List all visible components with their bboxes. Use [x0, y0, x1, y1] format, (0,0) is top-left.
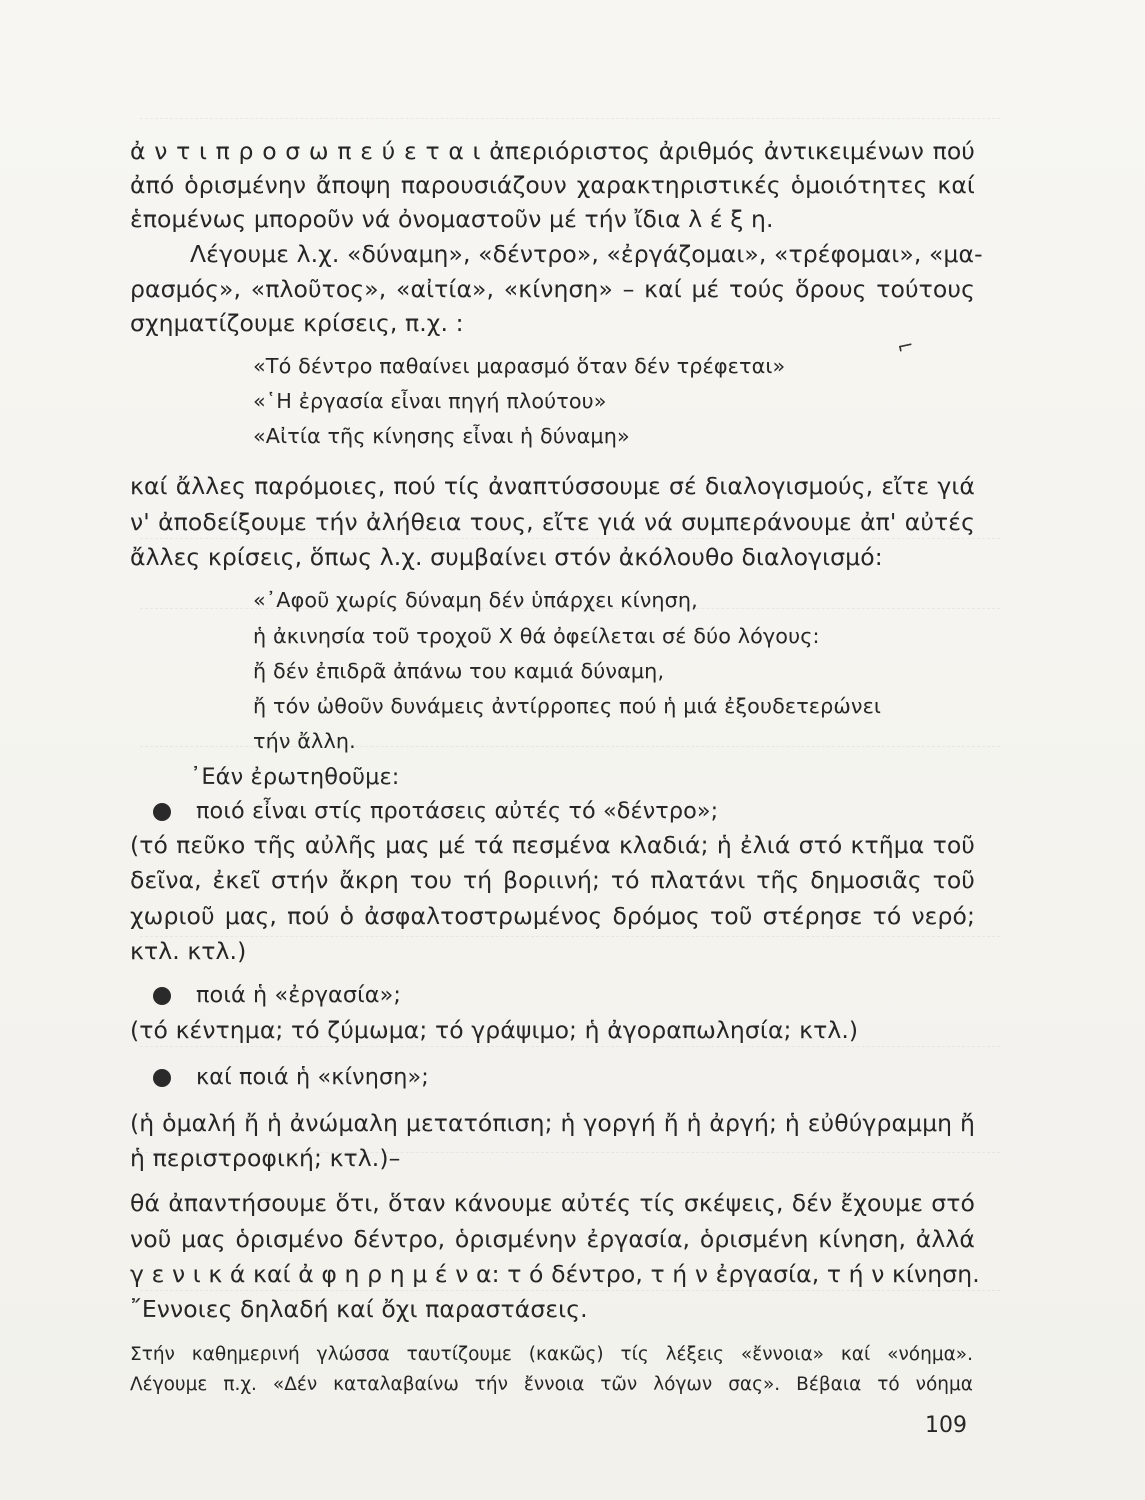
text-line: κτλ. κτλ.)	[130, 937, 247, 965]
quote-line: ἤ τόν ὠθοῦν δυνάμεις ἀντίρροπες πού ἡ μιά ἐξουδετερώνει	[253, 694, 882, 718]
bleed-through-line	[140, 1046, 1000, 1061]
footnote-line: Στήν καθημερινή γλώσσα ταυτίζουμε (κακῶς) τίς λέξεις «ἔννοια» καί «νόημα».	[130, 1344, 973, 1365]
text-line: ῎Εννοιες δηλαδή καί ὄχι παραστάσεις.	[130, 1295, 588, 1323]
text-line: ἀ ν τ ι π ρ ο σ ω π ε ύ ε τ α ι ἀπεριόριστος ἀριθμός ἀντικειμένων πού	[130, 137, 975, 165]
text-line: σχηματίζουμε κρίσεις, π.χ. :	[130, 309, 464, 337]
text-line: (ἡ ὁμαλή ἤ ἡ ἀνώμαλη μετατόπιση; ἡ γοργή ἤ ἡ ἀργή; ἡ εὐθύγραμμη ἤ	[130, 1109, 975, 1137]
bullet-line: ποιά ἡ «ἐργασία»;	[196, 982, 402, 1008]
text-line: ἀπό ὁρισμένην ἄποψη παρουσιάζουν χαρακτηριστικές ὁμοιότητες καί	[130, 171, 975, 199]
pencil-mark: ⌐	[894, 332, 917, 360]
quote-line: ἤ δέν ἐπιδρᾶ ἀπάνω του καμιά δύναμη,	[253, 659, 665, 683]
text-line: ἄλλες κρίσεις, ὅπως λ.χ. συμβαίνει στόν ἀκόλουθο διαλογισμό:	[130, 543, 883, 571]
quote-line: «῾Η ἐργασία εἶναι πηγή πλούτου»	[253, 389, 607, 413]
quote-line: «Τό δέντρο παθαίνει μαρασμό ὅταν δέν τρέφεται»	[253, 354, 786, 378]
text-line: (τό πεῦκο τῆς αὐλῆς μας μέ τά πεσμένα κλαδιά; ἡ ἐλιά στό κτῆμα τοῦ	[130, 831, 975, 859]
text-line: ἡ περιστροφική; κτλ.)–	[130, 1144, 401, 1172]
text-line: γ ε ν ι κ ά καί ἀ φ η ρ η μ έ ν α: τ ό δέντρο, τ ή ν ἐργασία, τ ή ν κίνηση.	[130, 1260, 980, 1288]
text-line: νοῦ μας ὁρισμένο δέντρο, ὁρισμένην ἐργασία, ὁρισμένη κίνηση, ἀλλά	[130, 1225, 975, 1253]
quote-line: ἡ ἀκινησία τοῦ τροχοῦ Χ θά ὀφείλεται σέ δύο λόγους:	[253, 624, 820, 648]
text-line: καί ἄλλες παρόμοιες, πού τίς ἀναπτύσσουμε σέ διαλογισμούς, εἴτε γιά	[130, 472, 975, 500]
text-line: θά ἀπαντήσουμε ὅτι, ὅταν κάνουμε αὐτές τίς σκέψεις, δέν ἔχουμε στό	[130, 1189, 975, 1217]
text-line: ἑπομένως μποροῦν νά ὀνομαστοῦν μέ τήν ἴδια λ έ ξ η.	[130, 205, 774, 233]
bullet-icon	[153, 987, 171, 1005]
text-line: ᾿Εάν ἐρωτηθοῦμε:	[190, 764, 400, 790]
text-line: δεῖνα, ἐκεῖ στήν ἄκρη του τή βοριινή; τό πλατάνι τῆς δημοσιᾶς τοῦ	[130, 866, 975, 894]
text-line: ν' ἀποδείξουμε τήν ἀλήθεια τους, εἴτε γιά νά συμπεράνουμε ἀπ' αὐτές	[130, 508, 975, 536]
text-line: ρασμός», «πλοῦτος», «αἰτία», «κίνηση» – καί μέ τούς ὅρους τούτους	[130, 275, 975, 303]
bullet-line: καί ποιά ἡ «κίνηση»;	[196, 1064, 429, 1090]
bullet-icon	[153, 803, 171, 821]
page-number: 109	[925, 1413, 967, 1438]
footnote-line: Λέγουμε π.χ. «Δέν καταλαβαίνω τήν ἔννοια τῶν λόγων σας». Βέβαια τό νόημα	[130, 1374, 973, 1395]
quote-line: τήν ἄλλη.	[253, 729, 356, 753]
bullet-icon	[153, 1069, 171, 1087]
text-line: Λέγουμε λ.χ. «δύναμη», «δέντρο», «ἐργάζομαι», «τρέφομαι», «μα-	[190, 240, 983, 268]
quote-line: «Αἰτία τῆς κίνησης εἶναι ἡ δύναμη»	[253, 424, 630, 448]
text-line: χωριοῦ μας, πού ὁ ἀσφαλτοστρωμένος δρόμος τοῦ στέρησε τό νερό;	[130, 902, 975, 930]
bullet-line: ποιό εἶναι στίς προτάσεις αὐτές τό «δέντρο»;	[196, 798, 719, 824]
text-line: (τό κέντημα; τό ζύμωμα; τό γράψιμο; ἡ ἀγοραπωλησία; κτλ.)	[130, 1016, 859, 1044]
quote-line: «᾿Αφοῦ χωρίς δύναμη δέν ὑπάρχει κίνηση,	[253, 588, 698, 612]
bleed-through-line	[140, 118, 1000, 133]
